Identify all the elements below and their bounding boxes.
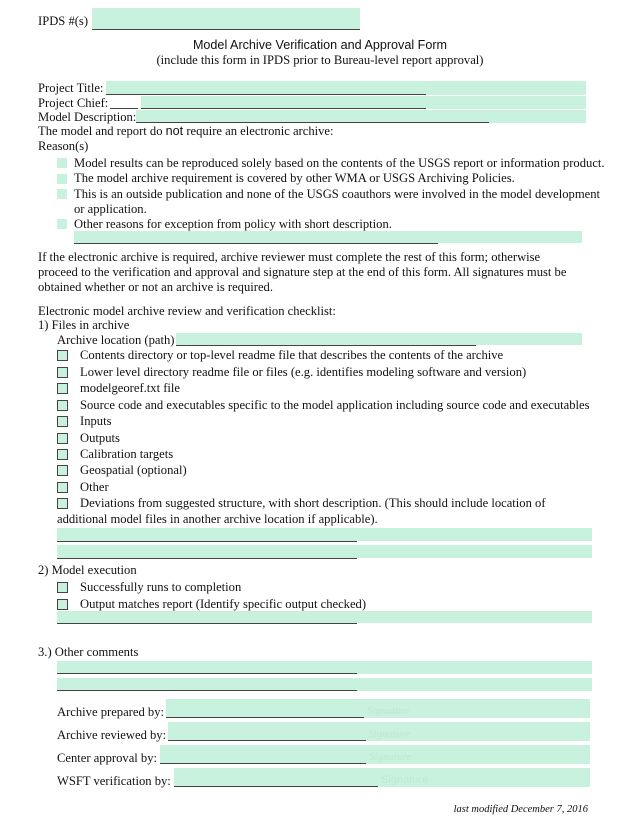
item-inputs: Inputs (80, 414, 112, 428)
execution-heading: 2) Model execution (38, 563, 137, 577)
reason-text-3-cont: or application. (74, 202, 147, 216)
comments-heading: 3.) Other comments (38, 645, 139, 659)
deviations-underline-2 (57, 558, 357, 559)
reason-text-3: This is an outside publication and none of the USGS coauthors were involved in the model development (74, 187, 601, 201)
output-checked-input[interactable] (57, 611, 592, 623)
item-calibration: Calibration targets (80, 447, 174, 461)
check-lower-readme[interactable] (57, 367, 68, 378)
project-chief-label: Project Chief: (38, 96, 109, 110)
reason-text-2: The model archive requirement is covered by other WMA or USGS Archiving Policies. (74, 171, 515, 185)
reason-text-1: Model results can be reproduced solely based on the contents of the USGS report or information product. (74, 156, 605, 170)
check-source-code[interactable] (57, 400, 68, 411)
last-modified: last modified December 7, 2016 (453, 804, 588, 815)
check-other[interactable] (57, 482, 68, 493)
instruction-line-2: proceed to the verification and approval and signature step at the end of this form. All signatures must be (38, 265, 567, 279)
deviations-underline-1 (57, 541, 357, 542)
item-modelgeoref: modelgeoref.txt file (80, 381, 181, 395)
no-archive-statement: The model and report do not require an electronic archive: (38, 124, 334, 138)
item-lower-readme: Lower level directory readme file or files (e.g. identifies modeling software and version) (80, 365, 527, 379)
check-contents-readme[interactable] (57, 350, 68, 361)
check-modelgeoref[interactable] (57, 383, 68, 394)
archive-prepared-underline (166, 717, 364, 718)
form-subtitle: (include this form in IPDS prior to Bureau-level report approval) (156, 53, 484, 67)
item-other: Other (80, 480, 109, 494)
comments-underline-1 (57, 673, 357, 674)
reason-checkbox-4[interactable] (57, 219, 67, 229)
check-geospatial[interactable] (57, 465, 68, 476)
project-title-underline (106, 94, 426, 95)
ipds-input[interactable] (92, 8, 360, 30)
instruction-line-3: obtained whether or not an archive is required. (38, 280, 273, 294)
item-contents-readme: Contents directory or top-level readme file that describes the contents of the archive (80, 348, 504, 362)
item-deviations: Deviations from suggested structure, with short description. (This should include location of (80, 496, 546, 510)
files-heading: 1) Files in archive (38, 318, 130, 332)
reason-checkbox-1[interactable] (57, 158, 67, 168)
ipds-underline (92, 29, 360, 30)
item-outputs: Outputs (80, 431, 120, 445)
reason-checkbox-2[interactable] (57, 174, 67, 184)
deviations-input-1[interactable] (57, 528, 592, 541)
wsft-verification-label: WSFT verification by: (57, 774, 171, 788)
check-calibration[interactable] (57, 449, 68, 460)
check-inputs[interactable] (57, 416, 68, 427)
item-source-code: Source code and executables specific to the model application including source code and executables (80, 398, 590, 412)
item-runs-completion: Successfully runs to completion (80, 580, 242, 594)
center-approval-underline (160, 763, 366, 764)
ipds-label: IPDS #(s) (38, 14, 89, 28)
wsft-verification-hint: Signature (381, 774, 429, 786)
form-title: Model Archive Verification and Approval Form (192, 38, 448, 52)
reason-text-4: Other reasons for exception from policy with short description. (74, 217, 392, 231)
check-output-matches[interactable] (57, 599, 68, 610)
wsft-verification-underline (174, 786, 378, 787)
item-geospatial: Geospatial (optional) (80, 463, 187, 477)
center-approval-label: Center approval by: (57, 751, 158, 765)
project-title-label: Project Title: (38, 81, 104, 95)
reasons-label: Reason(s) (38, 139, 89, 153)
check-outputs[interactable] (57, 433, 68, 444)
comments-underline-2 (57, 690, 357, 691)
archive-reviewed-hint: Signature (368, 728, 411, 740)
instruction-line-1: If the electronic archive is required, archive reviewer must complete the rest of this form; otherwise (38, 250, 541, 264)
item-output-matches: Output matches report (Identify specific output checked) (80, 597, 367, 611)
archive-reviewed-label: Archive reviewed by: (57, 728, 167, 742)
archive-prepared-label: Archive prepared by: (57, 705, 164, 719)
project-chief-blank (110, 108, 138, 109)
checklist-heading: Electronic model archive review and verification checklist: (38, 304, 336, 318)
item-deviations-cont: additional model files in another archive location if applicable). (57, 512, 378, 526)
archive-location-underline (176, 345, 476, 346)
center-approval-hint: Signature (369, 751, 412, 763)
archive-prepared-hint: Signature (367, 705, 410, 717)
other-reason-underline (74, 243, 438, 244)
model-description-underline (136, 122, 489, 123)
model-description-label: Model Description: (38, 110, 137, 124)
project-title-input[interactable] (106, 81, 586, 95)
archive-reviewed-underline (168, 740, 366, 741)
project-chief-underline (141, 108, 426, 109)
archive-location-label: Archive location (path) (57, 333, 175, 347)
reason-checkbox-3[interactable] (57, 189, 67, 199)
check-deviations[interactable] (57, 498, 68, 509)
deviations-input-2[interactable] (57, 545, 592, 558)
other-reason-input[interactable] (74, 231, 582, 243)
archive-location-input[interactable] (176, 333, 582, 345)
output-checked-underline (57, 623, 357, 624)
check-runs-completion[interactable] (57, 582, 68, 593)
